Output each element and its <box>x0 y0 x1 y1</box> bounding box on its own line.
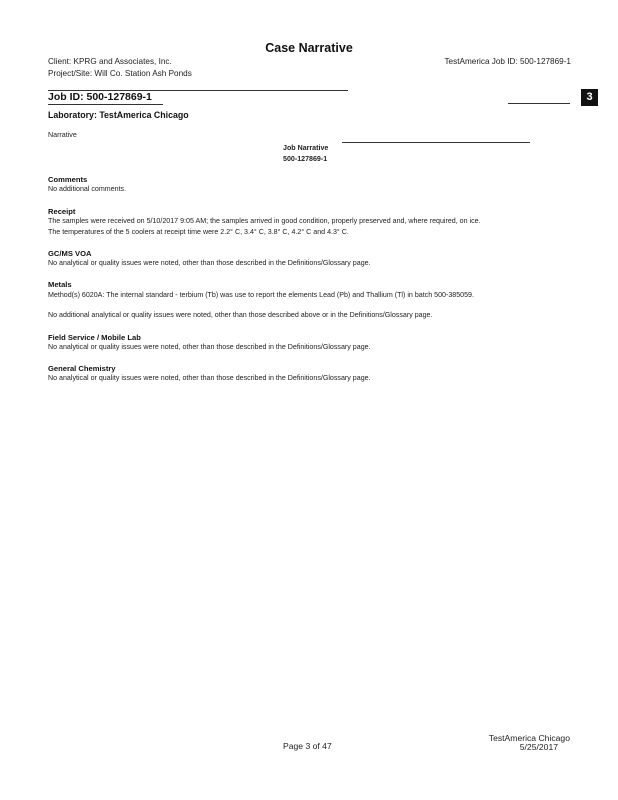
section-heading-field-service: Field Service / Mobile Lab <box>48 333 141 342</box>
page-title: Case Narrative <box>265 41 353 55</box>
project-site: Project/Site: Will Co. Station Ash Ponds <box>48 69 192 78</box>
job-narrative-id: 500-127869-1 <box>283 155 328 163</box>
section-text: No additional analytical or quality issues were noted, other than those described above or in the Definitions/Glossary page. <box>48 311 433 319</box>
job-id: Job ID: 500-127869-1 <box>48 91 152 103</box>
section-text: No analytical or quality issues were noted, other than those described in the Definitions/Glossary page. <box>48 343 371 351</box>
section-heading-comments: Comments <box>48 175 88 184</box>
job-narrative-title: Job Narrative <box>283 144 329 152</box>
job-id-underline <box>48 104 163 105</box>
section-heading-receipt: Receipt <box>48 207 76 216</box>
job-id-header: TestAmerica Job ID: 500-127869-1 <box>444 57 571 66</box>
section-text: No analytical or quality issues were noted, other than those described in the Definitions/Glossary page. <box>48 374 371 382</box>
client-name: Client: KPRG and Associates, Inc. <box>48 57 172 66</box>
section-text: No analytical or quality issues were noted, other than those described in the Definitions/Glossary page. <box>48 259 371 267</box>
narrative-label: Narrative <box>48 131 77 139</box>
footer-date: 5/25/2017 <box>519 742 558 752</box>
footer-lab: TestAmerica Chicago <box>488 733 570 743</box>
section-heading-gcms-voa: GC/MS VOA <box>48 249 92 258</box>
section-text: Method(s) 6020A: The internal standard - terbium (Tb) was use to report the elements Lead (Pb) and Thallium (Tl) in batch 500-385059. <box>48 291 474 299</box>
header-rule-right <box>508 103 570 104</box>
page-number: Page 3 of 47 <box>283 741 332 751</box>
laboratory: Laboratory: TestAmerica Chicago <box>48 110 189 120</box>
section-text: The samples were received on 5/10/2017 9:05 AM; the samples arrived in good condition, properly preserved and, where required, on ice. <box>48 217 481 225</box>
narrative-rule <box>342 142 530 143</box>
section-heading-metals: Metals <box>48 280 72 289</box>
section-heading-general-chemistry: General Chemistry <box>48 364 116 373</box>
section-text: The temperatures of the 5 coolers at receipt time were 2.2° C, 3.4° C, 3.8° C, 4.2° C and 4.3° C. <box>48 228 349 236</box>
section-tab: 3 <box>581 89 598 106</box>
section-text: No additional comments. <box>48 185 127 193</box>
